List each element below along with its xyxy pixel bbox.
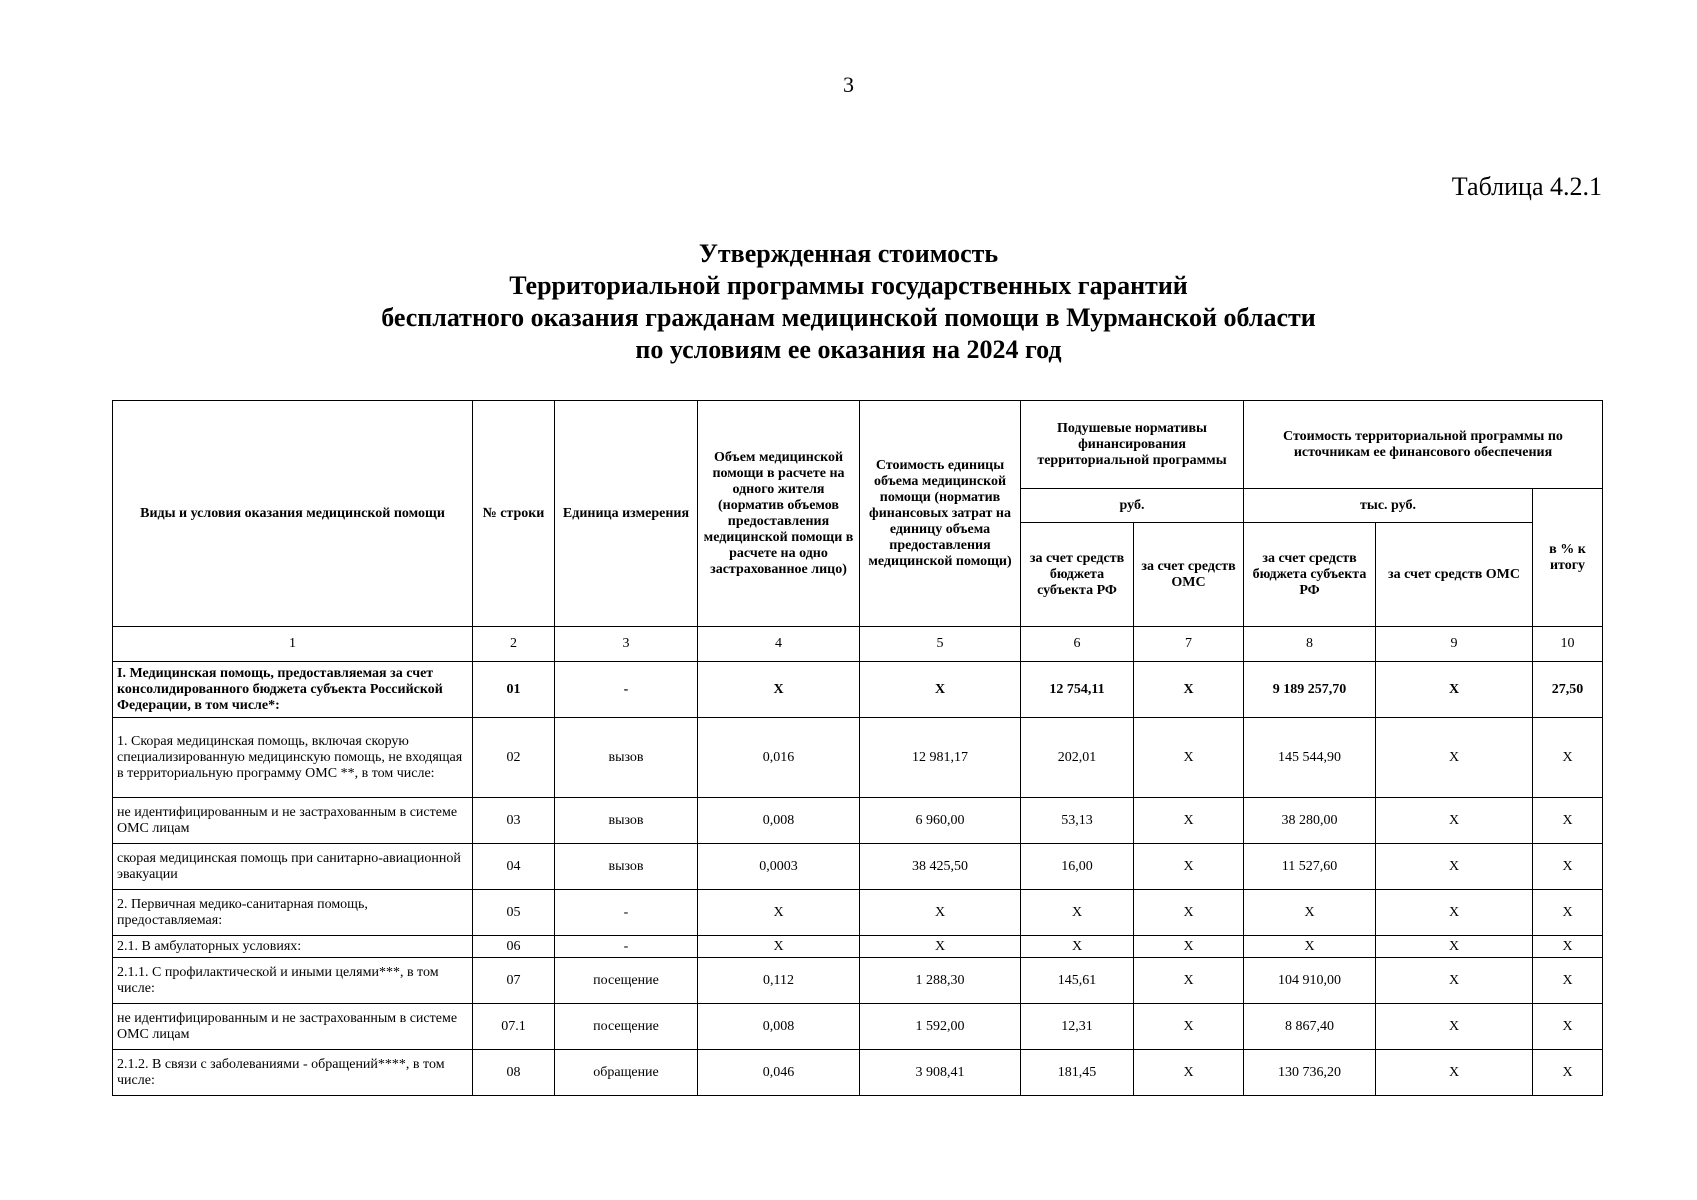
row-volume: 0,0003 <box>698 844 860 890</box>
row-volume: X <box>698 662 860 718</box>
row-unit-cost: X <box>860 936 1021 958</box>
table-row <box>113 958 1603 1004</box>
row-percent: X <box>1533 844 1603 890</box>
header-per-capita-budget: за счет средств бюджета субъекта РФ <box>1021 523 1134 627</box>
row-per-capita-oms: X <box>1134 936 1244 958</box>
header-volume: Объем медицинской помощи в расчете на одного жителя (норматив объемов предоставления медицинской помощи в расчете на одно застрахованное лицо) <box>698 401 860 627</box>
row-cost-budget: 145 544,90 <box>1244 718 1376 798</box>
row-label: 2. Первичная медико-санитарная помощь, предоставляемая: <box>113 890 473 936</box>
row-label: 2.1.2. В связи с заболеваниями - обращений****, в том числе: <box>113 1050 473 1096</box>
row-percent: 27,50 <box>1533 662 1603 718</box>
row-percent: X <box>1533 1050 1603 1096</box>
header-per-capita-oms: за счет средств ОМС <box>1134 523 1244 627</box>
row-number: 01 <box>473 662 555 718</box>
column-number: 5 <box>860 627 1021 662</box>
header-kinds: Виды и условия оказания медицинской помощи <box>113 401 473 627</box>
header-unit-thousand-rub: тыс. руб. <box>1244 489 1533 523</box>
column-number: 6 <box>1021 627 1134 662</box>
row-per-capita-budget: 16,00 <box>1021 844 1134 890</box>
column-number: 7 <box>1134 627 1244 662</box>
row-per-capita-oms: X <box>1134 1004 1244 1050</box>
row-number: 07.1 <box>473 1004 555 1050</box>
row-cost-oms: X <box>1376 958 1533 1004</box>
title-line: Территориальной программы государственных гарантий <box>509 271 1188 300</box>
table-row <box>113 890 1603 936</box>
table-header <box>113 401 1603 662</box>
row-volume: 0,112 <box>698 958 860 1004</box>
row-unit-cost: 12 981,17 <box>860 718 1021 798</box>
column-number-row <box>113 627 1603 662</box>
column-number: 3 <box>555 627 698 662</box>
column-number: 9 <box>1376 627 1533 662</box>
row-percent: X <box>1533 936 1603 958</box>
column-number: 8 <box>1244 627 1376 662</box>
row-label: не идентифицированным и не застрахованным в системе ОМС лицам <box>113 1004 473 1050</box>
page-number: 3 <box>843 72 854 97</box>
row-per-capita-oms: X <box>1134 958 1244 1004</box>
row-unit-cost: 38 425,50 <box>860 844 1021 890</box>
column-number: 1 <box>113 627 473 662</box>
table-row <box>113 844 1603 890</box>
row-volume: 0,008 <box>698 1004 860 1050</box>
row-unit-cost: 1 288,30 <box>860 958 1021 1004</box>
column-number: 4 <box>698 627 860 662</box>
header-unit-rub: руб. <box>1021 489 1244 523</box>
row-per-capita-budget: X <box>1021 890 1134 936</box>
table-row <box>113 936 1603 958</box>
row-percent: X <box>1533 1004 1603 1050</box>
column-number: 10 <box>1533 627 1603 662</box>
row-unit: посещение <box>555 958 698 1004</box>
row-unit: - <box>555 890 698 936</box>
row-cost-oms: X <box>1376 798 1533 844</box>
table-row <box>113 718 1603 798</box>
row-number: 04 <box>473 844 555 890</box>
row-per-capita-budget: 53,13 <box>1021 798 1134 844</box>
row-number: 03 <box>473 798 555 844</box>
row-cost-oms: X <box>1376 718 1533 798</box>
cost-table <box>112 400 1603 1096</box>
header-row-number: № строки <box>473 401 555 627</box>
row-cost-oms: X <box>1376 890 1533 936</box>
row-unit-cost: X <box>860 662 1021 718</box>
row-number: 05 <box>473 890 555 936</box>
row-per-capita-budget: X <box>1021 936 1134 958</box>
row-unit-cost: 6 960,00 <box>860 798 1021 844</box>
row-number: 06 <box>473 936 555 958</box>
row-per-capita-budget: 12,31 <box>1021 1004 1134 1050</box>
row-volume: X <box>698 936 860 958</box>
row-cost-budget: 9 189 257,70 <box>1244 662 1376 718</box>
table-row <box>113 662 1603 718</box>
row-unit: вызов <box>555 844 698 890</box>
title-line: Утвержденная стоимость <box>698 239 999 268</box>
header-unit-cost: Стоимость единицы объема медицинской помощи (норматив финансовых затрат на единицу объема предоставления медицинской помощи) <box>860 401 1021 627</box>
row-unit-cost: 1 592,00 <box>860 1004 1021 1050</box>
row-label: I. Медицинская помощь, предоставляемая за счет консолидированного бюджета субъекта Российской Федерации, в том числе*: <box>113 662 473 718</box>
table-row <box>113 1004 1603 1050</box>
header-program-cost-group: Стоимость территориальной программы по источникам ее финансового обеспечения <box>1244 401 1603 489</box>
row-cost-budget: X <box>1244 936 1376 958</box>
row-unit: обращение <box>555 1050 698 1096</box>
table-row <box>113 798 1603 844</box>
table-row <box>113 1050 1603 1096</box>
row-label: 2.1.1. С профилактической и иными целями***, в том числе: <box>113 958 473 1004</box>
header-percent-total: в % к итогу <box>1533 489 1603 627</box>
row-percent: X <box>1533 718 1603 798</box>
title-line: по условиям ее оказания на 2024 год <box>635 335 1062 364</box>
row-number: 08 <box>473 1050 555 1096</box>
row-cost-budget: 104 910,00 <box>1244 958 1376 1004</box>
row-label: 2.1. В амбулаторных условиях: <box>113 936 473 958</box>
row-per-capita-oms: X <box>1134 890 1244 936</box>
row-unit: вызов <box>555 798 698 844</box>
row-unit: посещение <box>555 1004 698 1050</box>
row-percent: X <box>1533 798 1603 844</box>
row-number: 07 <box>473 958 555 1004</box>
row-per-capita-oms: X <box>1134 844 1244 890</box>
row-cost-budget: 130 736,20 <box>1244 1050 1376 1096</box>
row-per-capita-budget: 202,01 <box>1021 718 1134 798</box>
table-body <box>113 662 1603 1096</box>
row-per-capita-oms: X <box>1134 1050 1244 1096</box>
row-cost-budget: 11 527,60 <box>1244 844 1376 890</box>
header-unit: Единица измерения <box>555 401 698 627</box>
column-number: 2 <box>473 627 555 662</box>
header-per-capita-group: Подушевые нормативы финансирования территориальной программы <box>1021 401 1244 489</box>
row-cost-budget: 38 280,00 <box>1244 798 1376 844</box>
table-label: Таблица 4.2.1 <box>1451 172 1602 201</box>
row-volume: 0,008 <box>698 798 860 844</box>
row-per-capita-oms: X <box>1134 798 1244 844</box>
row-per-capita-budget: 12 754,11 <box>1021 662 1134 718</box>
row-unit-cost: 3 908,41 <box>860 1050 1021 1096</box>
row-label: скорая медицинская помощь при санитарно-авиационной эвакуации <box>113 844 473 890</box>
row-percent: X <box>1533 890 1603 936</box>
row-number: 02 <box>473 718 555 798</box>
row-cost-oms: X <box>1376 1004 1533 1050</box>
row-cost-oms: X <box>1376 1050 1533 1096</box>
row-per-capita-oms: X <box>1134 718 1244 798</box>
row-percent: X <box>1533 958 1603 1004</box>
header-cost-budget: за счет средств бюджета субъекта РФ <box>1244 523 1376 627</box>
title-line: бесплатного оказания гражданам медицинской помощи в Мурманской области <box>381 303 1316 332</box>
row-cost-budget: X <box>1244 890 1376 936</box>
row-per-capita-budget: 145,61 <box>1021 958 1134 1004</box>
row-unit: - <box>555 936 698 958</box>
row-volume: 0,046 <box>698 1050 860 1096</box>
row-cost-oms: X <box>1376 936 1533 958</box>
row-unit: вызов <box>555 718 698 798</box>
row-cost-budget: 8 867,40 <box>1244 1004 1376 1050</box>
row-volume: 0,016 <box>698 718 860 798</box>
row-per-capita-budget: 181,45 <box>1021 1050 1134 1096</box>
row-unit-cost: X <box>860 890 1021 936</box>
row-label: не идентифицированным и не застрахованным в системе ОМС лицам <box>113 798 473 844</box>
row-cost-oms: X <box>1376 844 1533 890</box>
row-volume: X <box>698 890 860 936</box>
row-unit: - <box>555 662 698 718</box>
header-cost-oms: за счет средств ОМС <box>1376 523 1533 627</box>
document-title <box>0 238 1697 366</box>
row-per-capita-oms: X <box>1134 662 1244 718</box>
row-label: 1. Скорая медицинская помощь, включая скорую специализированную медицинскую помощь, не входящая в территориальную программу ОМС **, в том числе: <box>113 718 473 798</box>
row-cost-oms: X <box>1376 662 1533 718</box>
